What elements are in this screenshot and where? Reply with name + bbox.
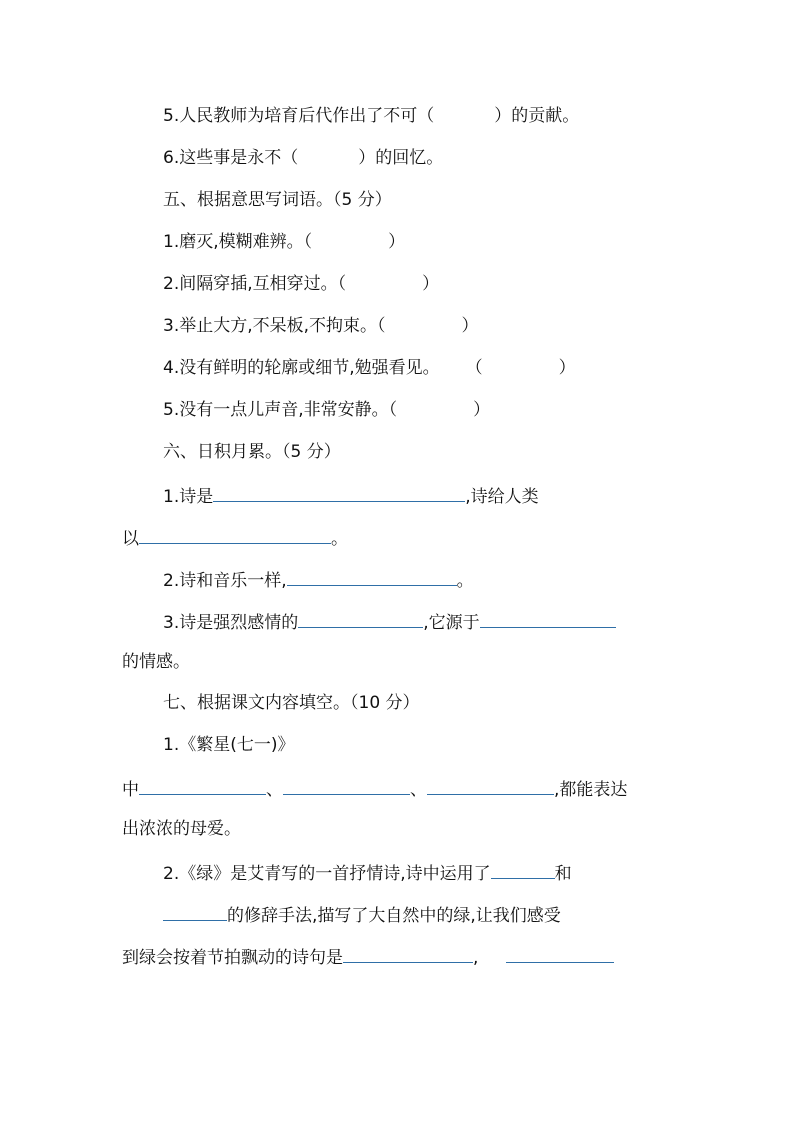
question-5-4 <box>163 356 576 380</box>
fill-line[interactable] <box>298 608 423 628</box>
question-text: 、 <box>266 780 283 800</box>
question-5-2 <box>163 272 439 296</box>
question-6-3 <box>163 608 616 632</box>
question-4-6 <box>163 146 443 170</box>
question-6-1 <box>163 482 539 506</box>
question-6-2 <box>163 566 474 590</box>
question-text: 1.诗是 <box>163 487 214 507</box>
question-text: ）的贡献。 <box>494 106 580 126</box>
question-text: 6.这些事是永不（ <box>163 148 299 168</box>
fill-line[interactable] <box>213 482 465 502</box>
question-7-2-end <box>122 943 614 967</box>
fill-line[interactable] <box>427 775 554 795</box>
question-6-3-cont: 的情感。 <box>122 652 190 672</box>
section-7-heading: 七、根据课文内容填空。（10 分） <box>163 693 420 713</box>
section-6-heading: 六、日积月累。（5 分） <box>163 442 341 462</box>
question-7-1: 1.《繁星(七一)》 <box>163 735 295 755</box>
question-text: ） <box>461 316 479 336</box>
fill-line[interactable] <box>343 943 473 963</box>
question-text: 2.间隔穿插,互相穿过。（ <box>163 274 347 294</box>
question-text: ,它源于 <box>423 613 480 633</box>
fill-line[interactable] <box>139 775 266 795</box>
question-text: ） <box>473 400 491 420</box>
fill-line[interactable] <box>163 901 227 921</box>
question-text: （ <box>465 358 483 378</box>
question-text: , <box>473 948 479 968</box>
question-text: 2.《绿》是艾青写的一首抒情诗,诗中运用了 <box>163 864 491 884</box>
fill-line[interactable] <box>491 859 555 879</box>
question-text: 。 <box>456 571 474 591</box>
question-text: ,诗给人类 <box>465 487 539 507</box>
question-text: ） <box>388 232 406 252</box>
question-text: ,都能表达 <box>554 780 628 800</box>
question-text: 、 <box>410 780 427 800</box>
section-5-heading: 五、根据意思写词语。（5 分） <box>163 190 392 210</box>
fill-line[interactable] <box>139 524 331 544</box>
question-text: 4.没有鲜明的轮廓或细节,勉强看见。 <box>163 358 440 378</box>
question-text: 的修辞手法,描写了大自然中的绿,让我们感受 <box>227 906 561 926</box>
question-text: 和 <box>554 864 572 884</box>
question-text: 以 <box>122 529 139 549</box>
question-5-3 <box>163 314 479 338</box>
question-7-1-cont <box>122 775 627 799</box>
question-5-5 <box>163 398 490 422</box>
question-7-1-end: 出浓浓的母爱。 <box>122 819 241 839</box>
question-text: 3.诗是强烈感情的 <box>163 613 299 633</box>
question-6-1-cont <box>122 524 348 548</box>
question-text: 1.磨灭,模糊难辨。（ <box>163 232 313 252</box>
question-text: 2.诗和音乐一样, <box>163 571 287 591</box>
fill-line[interactable] <box>283 775 410 795</box>
question-text: 到绿会按着节拍飘动的诗句是 <box>122 948 343 968</box>
question-text: 5.没有一点儿声音,非常安静。（ <box>163 400 398 420</box>
question-text: 中 <box>122 780 139 800</box>
fill-line[interactable] <box>480 608 616 628</box>
question-4-5 <box>163 104 579 128</box>
question-text: 5.人民教师为培育后代作出了不可（ <box>163 106 435 126</box>
fill-line[interactable] <box>506 943 614 963</box>
question-text: ）的回忆。 <box>358 148 444 168</box>
question-5-1 <box>163 230 405 254</box>
fill-line[interactable] <box>287 566 457 586</box>
question-7-2-cont <box>163 901 561 925</box>
question-text: 3.举止大方,不呆板,不拘束。（ <box>163 316 386 336</box>
question-7-2 <box>163 859 572 883</box>
question-text: ） <box>422 274 440 294</box>
question-text: ） <box>558 358 576 378</box>
question-text: 。 <box>331 529 348 549</box>
